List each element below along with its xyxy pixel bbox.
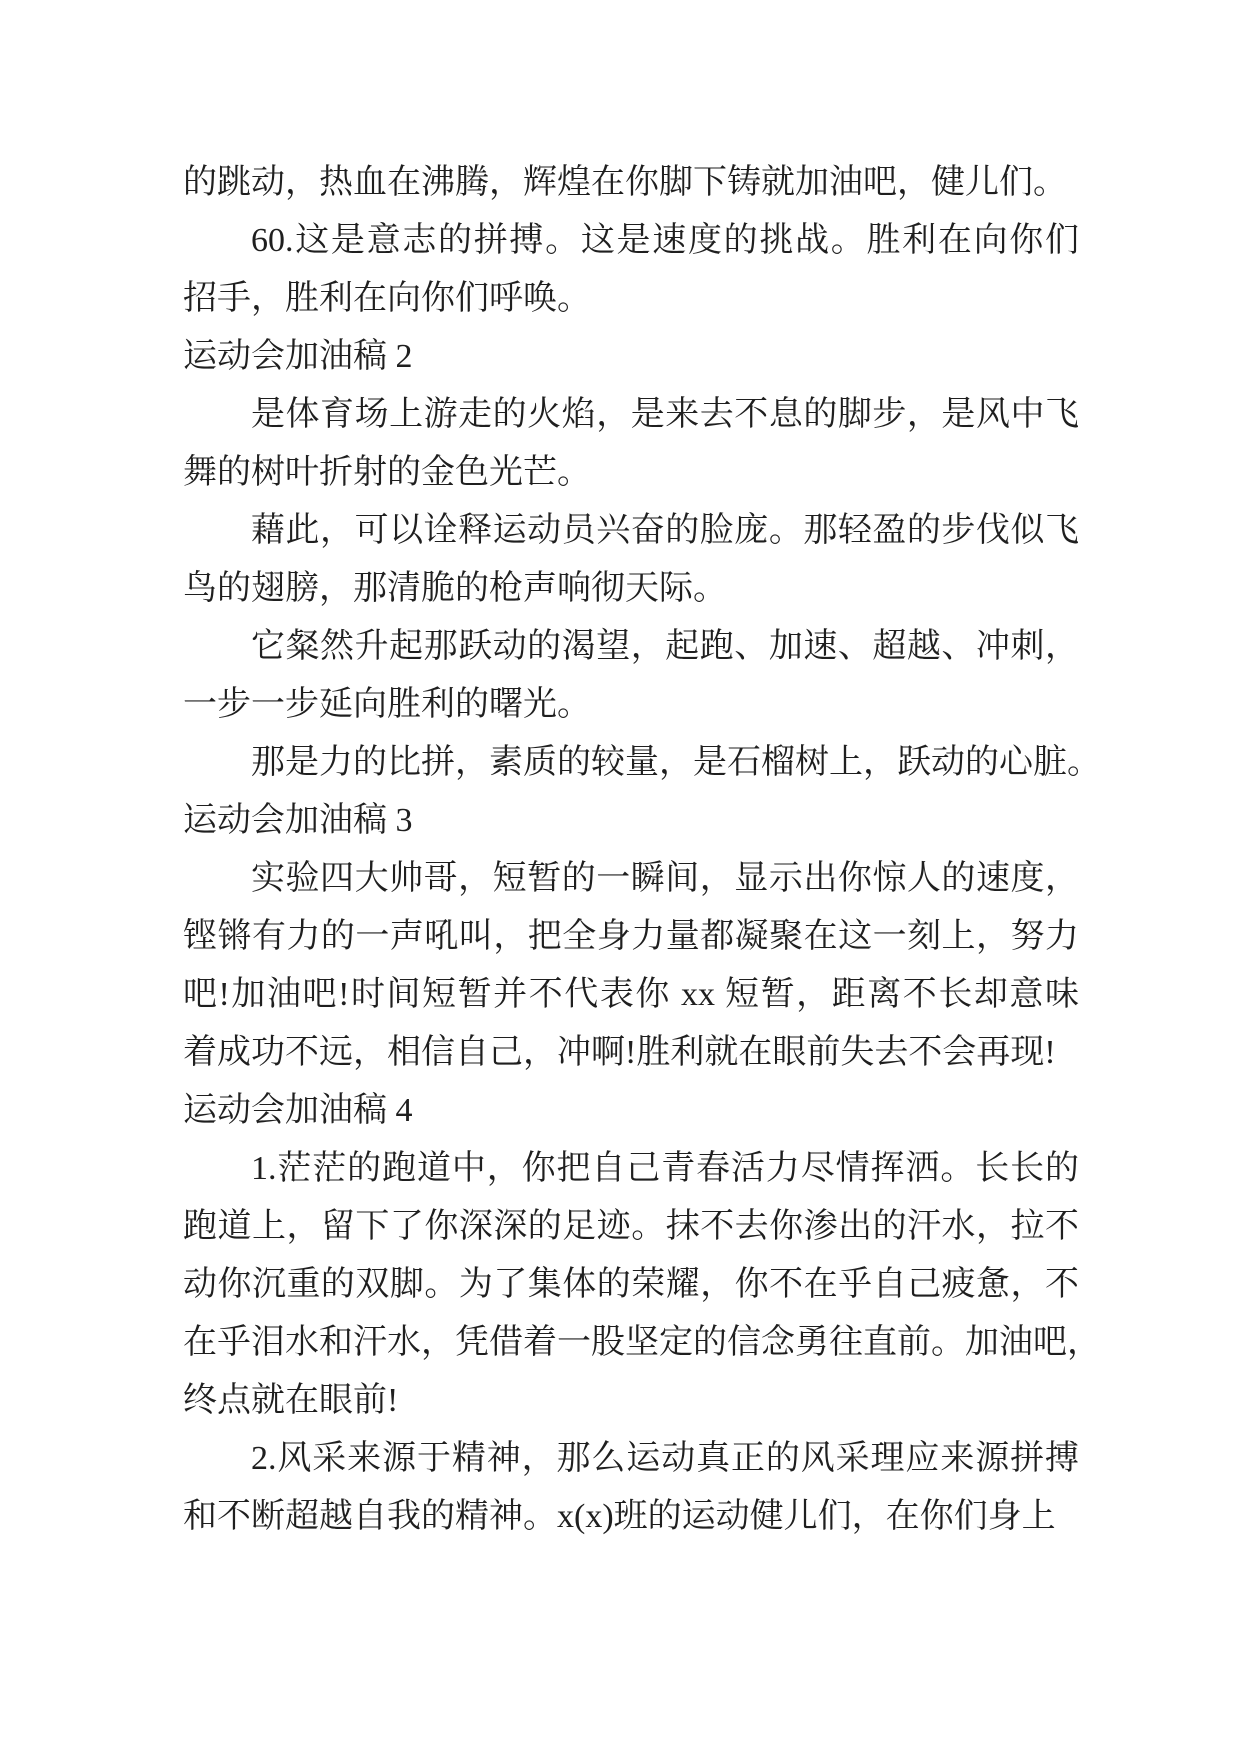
text-line: 吧!加油吧!时间短暂并不代表你 xx 短暂，距离不长却意味 xyxy=(183,976,1079,1013)
paragraph xyxy=(183,212,1079,328)
text-line: 终点就在眼前! xyxy=(183,1382,399,1419)
text-line: 一步一步延向胜利的曙光。 xyxy=(183,686,591,723)
text-line: 的跳动，热血在沸腾，辉煌在你脚下铸就加油吧，健儿们。 xyxy=(183,164,1067,201)
section-heading xyxy=(183,1082,1079,1140)
text-line: 招手，胜利在向你们呼唤。 xyxy=(183,280,591,317)
paragraph xyxy=(183,386,1079,502)
text-line: 是体育场上游走的火焰，是来去不息的脚步，是风中飞 xyxy=(251,396,1079,433)
text-line: 在乎泪水和汗水，凭借着一股坚定的信念勇往直前。加油吧， xyxy=(183,1324,1101,1361)
text-line: 它粲然升起那跃动的渴望，起跑、加速、超越、冲刺， xyxy=(251,628,1079,665)
text-line: 那是力的比拼，素质的较量，是石榴树上，跃动的心脏。 xyxy=(251,744,1101,781)
paragraph xyxy=(183,850,1079,1082)
text-line: 舞的树叶折射的金色光芒。 xyxy=(183,454,591,491)
paragraph xyxy=(183,154,1079,212)
paragraph xyxy=(183,734,1101,792)
paragraph xyxy=(183,1140,1101,1430)
document-content xyxy=(183,154,1101,1546)
text-line: 动你沉重的双脚。为了集体的荣耀，你不在乎自己疲惫，不 xyxy=(183,1266,1079,1303)
text-line: 实验四大帅哥，短暂的一瞬间，显示出你惊人的速度， xyxy=(251,860,1079,897)
text-line: 着成功不远，相信自己，冲啊!胜利就在眼前失去不会再现! xyxy=(183,1034,1056,1071)
heading-line: 运动会加油稿 2 xyxy=(183,338,413,375)
section-heading xyxy=(183,792,1079,850)
paragraph xyxy=(183,502,1079,618)
text-line: 1.茫茫的跑道中，你把自己青春活力尽情挥洒。长长的 xyxy=(251,1150,1079,1187)
text-line: 鸟的翅膀，那清脆的枪声响彻天际。 xyxy=(183,570,727,607)
paragraph xyxy=(183,618,1079,734)
paragraph xyxy=(183,1430,1079,1546)
text-line: 跑道上，留下了你深深的足迹。抹不去你渗出的汗水，拉不 xyxy=(183,1208,1079,1245)
text-line: 铿锵有力的一声吼叫，把全身力量都凝聚在这一刻上，努力 xyxy=(183,918,1079,955)
text-line: 60.这是意志的拼搏。这是速度的挑战。胜利在向你们 xyxy=(251,222,1079,259)
heading-line: 运动会加油稿 4 xyxy=(183,1092,413,1129)
heading-line: 运动会加油稿 3 xyxy=(183,802,413,839)
section-heading xyxy=(183,328,1079,386)
text-line: 和不断超越自我的精神。x(x)班的运动健儿们，在你们身上 xyxy=(183,1498,1056,1535)
text-line: 2.风采来源于精神，那么运动真正的风采理应来源拼搏 xyxy=(251,1440,1079,1477)
text-line: 藉此，可以诠释运动员兴奋的脸庞。那轻盈的步伐似飞 xyxy=(251,512,1079,549)
